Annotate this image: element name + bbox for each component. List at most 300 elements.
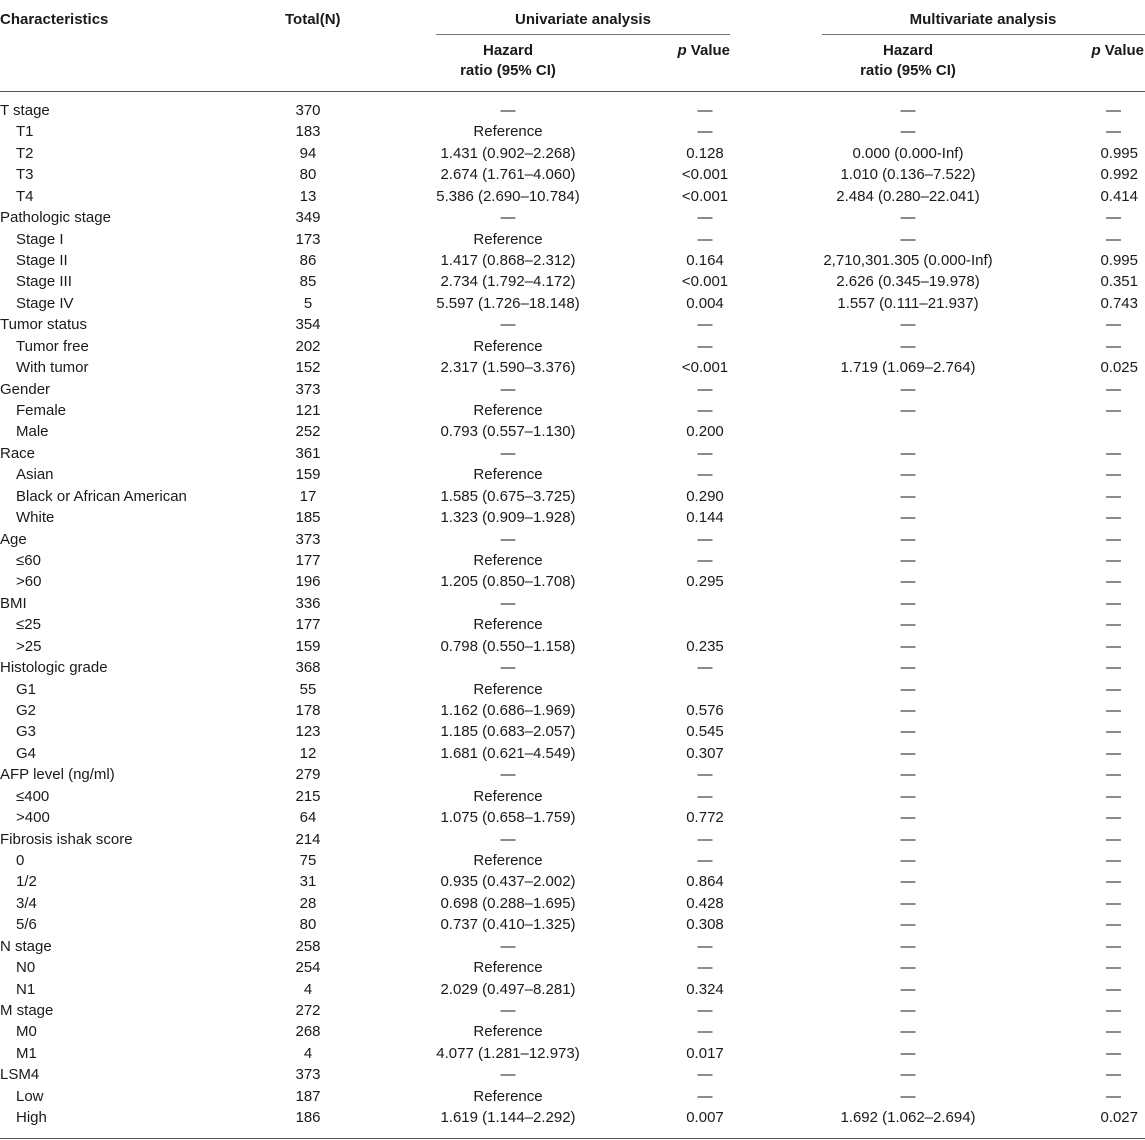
row-uni-p-value: 0.307 — [686, 745, 724, 762]
row-multi-hazard-ratio: — — [900, 209, 916, 226]
row-multi-p-value: — — [1106, 595, 1121, 612]
row-total: 258 — [295, 938, 321, 955]
row-uni-hazard-ratio: 1.585 (0.675–3.725) — [440, 488, 576, 505]
row-uni-hazard-ratio: Reference — [473, 788, 543, 805]
row-uni-p-value: 0.164 — [686, 252, 724, 269]
row-multi-p-value: — — [1106, 831, 1121, 848]
row-total: 12 — [299, 745, 317, 762]
row-total: 4 — [303, 981, 313, 998]
row-multi-hazard-ratio: — — [900, 638, 916, 655]
row-uni-hazard-ratio: Reference — [473, 681, 543, 698]
p-value-label: Value — [686, 42, 730, 59]
row-multi-p-value: — — [1106, 938, 1121, 955]
row-total: 4 — [303, 1045, 313, 1062]
row-multi-hazard-ratio: — — [900, 231, 916, 248]
row-total: 94 — [299, 145, 317, 162]
row-uni-p-value: — — [697, 659, 713, 676]
row-uni-p-value: — — [697, 1023, 713, 1040]
row-multi-hazard-ratio: — — [900, 1002, 916, 1019]
row-multi-hazard-ratio: — — [900, 702, 916, 719]
row-multi-p-value: — — [1106, 209, 1121, 226]
row-label: G2 — [16, 702, 37, 719]
row-uni-p-value: — — [697, 466, 713, 483]
row-label: T4 — [16, 188, 34, 205]
row-uni-hazard-ratio: 0.935 (0.437–2.002) — [440, 873, 576, 890]
row-multi-hazard-ratio: — — [900, 1023, 916, 1040]
row-uni-p-value: — — [697, 381, 713, 398]
row-label: Age — [0, 531, 27, 548]
row-uni-p-value: — — [697, 938, 713, 955]
row-uni-p-value: 0.324 — [686, 981, 724, 998]
row-multi-hazard-ratio: 2.626 (0.345–19.978) — [836, 273, 980, 290]
row-uni-p-value: 0.290 — [686, 488, 724, 505]
row-uni-hazard-ratio: — — [500, 102, 516, 119]
row-total: 121 — [295, 402, 321, 419]
row-uni-hazard-ratio: — — [500, 316, 516, 333]
row-label: >400 — [16, 809, 50, 826]
row-multi-p-value: — — [1106, 231, 1121, 248]
row-uni-hazard-ratio: 2.734 (1.792–4.172) — [440, 273, 576, 290]
row-label: 1/2 — [16, 873, 37, 890]
row-label: Asian — [16, 466, 54, 483]
row-total: 361 — [295, 445, 321, 462]
row-uni-p-value: — — [697, 766, 713, 783]
row-label: BMI — [0, 595, 27, 612]
row-multi-p-value: 0.995 — [1100, 252, 1138, 269]
row-label: N0 — [16, 959, 36, 976]
row-multi-hazard-ratio: — — [900, 466, 916, 483]
row-multi-p-value: — — [1106, 445, 1121, 462]
row-total: 80 — [299, 916, 317, 933]
row-multi-p-value: — — [1106, 638, 1121, 655]
row-uni-hazard-ratio: — — [500, 531, 516, 548]
row-total: 75 — [299, 852, 317, 869]
p-value-label: Value — [1100, 42, 1144, 59]
row-uni-p-value: 0.864 — [686, 873, 724, 890]
row-multi-p-value: 0.027 — [1100, 1109, 1138, 1126]
row-multi-p-value: — — [1106, 1066, 1121, 1083]
row-uni-p-value: — — [697, 788, 713, 805]
row-multi-hazard-ratio: — — [900, 681, 916, 698]
row-label: Pathologic stage — [0, 209, 111, 226]
row-total: 28 — [299, 895, 317, 912]
row-multi-p-value: — — [1106, 1045, 1121, 1062]
row-label: ≤25 — [16, 616, 41, 633]
row-multi-hazard-ratio: — — [900, 852, 916, 869]
row-multi-p-value: 0.995 — [1100, 145, 1138, 162]
row-label: 3/4 — [16, 895, 37, 912]
row-label: Fibrosis ishak score — [0, 831, 133, 848]
row-uni-hazard-ratio: 0.737 (0.410–1.325) — [440, 916, 576, 933]
row-uni-p-value: 0.144 — [686, 509, 724, 526]
row-multi-hazard-ratio: — — [900, 873, 916, 890]
row-multi-p-value: 0.992 — [1100, 166, 1138, 183]
row-total: 215 — [295, 788, 321, 805]
row-uni-hazard-ratio: 1.431 (0.902–2.268) — [440, 145, 576, 162]
row-uni-p-value: — — [697, 209, 713, 226]
row-multi-hazard-ratio: — — [900, 509, 916, 526]
row-uni-hazard-ratio: 2.029 (0.497–8.281) — [440, 981, 576, 998]
row-multi-p-value: — — [1106, 616, 1121, 633]
row-label: Stage IV — [16, 295, 74, 312]
row-multi-hazard-ratio: — — [900, 766, 916, 783]
row-label: G3 — [16, 723, 37, 740]
row-multi-p-value: — — [1106, 852, 1121, 869]
row-uni-p-value: 0.017 — [686, 1045, 724, 1062]
row-total: 85 — [299, 273, 317, 290]
row-total: 349 — [295, 209, 321, 226]
row-total: 272 — [295, 1002, 321, 1019]
row-uni-p-value: — — [697, 123, 713, 140]
row-uni-hazard-ratio: — — [500, 445, 516, 462]
row-total: 31 — [299, 873, 317, 890]
row-total: 373 — [295, 381, 321, 398]
row-multi-hazard-ratio: 0.000 (0.000-Inf) — [852, 145, 964, 162]
row-uni-p-value: — — [697, 316, 713, 333]
row-multi-p-value: — — [1106, 1002, 1121, 1019]
row-uni-p-value: <0.001 — [681, 273, 729, 290]
row-multi-p-value: — — [1106, 809, 1121, 826]
row-uni-hazard-ratio: 1.417 (0.868–2.312) — [440, 252, 576, 269]
row-uni-hazard-ratio: — — [500, 659, 516, 676]
row-uni-p-value: 0.545 — [686, 723, 724, 740]
row-uni-p-value: — — [697, 959, 713, 976]
row-multi-p-value: — — [1106, 123, 1121, 140]
row-label: LSM4 — [0, 1066, 40, 1083]
header-multi-p — [1091, 41, 1144, 61]
row-uni-p-value: — — [697, 338, 713, 355]
row-multi-hazard-ratio: — — [900, 445, 916, 462]
row-multi-p-value: 0.743 — [1100, 295, 1138, 312]
row-total: 252 — [295, 423, 321, 440]
row-total: 173 — [295, 231, 321, 248]
row-uni-hazard-ratio: 4.077 (1.281–12.973) — [436, 1045, 580, 1062]
row-multi-hazard-ratio: — — [900, 573, 916, 590]
row-total: 354 — [295, 316, 321, 333]
row-total: 214 — [295, 831, 321, 848]
row-total: 268 — [295, 1023, 321, 1040]
row-uni-p-value: — — [697, 531, 713, 548]
row-total: 370 — [295, 102, 321, 119]
row-total: 279 — [295, 766, 321, 783]
row-total: 254 — [295, 959, 321, 976]
row-uni-hazard-ratio: 1.205 (0.850–1.708) — [440, 573, 576, 590]
row-uni-hazard-ratio: 0.798 (0.550–1.158) — [440, 638, 576, 655]
row-total: 13 — [299, 188, 317, 205]
header-total: Total(N) — [285, 11, 341, 28]
row-label: 0 — [16, 852, 25, 869]
row-uni-p-value: 0.128 — [686, 145, 724, 162]
row-label: 5/6 — [16, 916, 37, 933]
row-uni-hazard-ratio: 2.674 (1.761–4.060) — [440, 166, 576, 183]
row-multi-hazard-ratio: — — [900, 531, 916, 548]
row-multi-hazard-ratio: 1.719 (1.069–2.764) — [840, 359, 976, 376]
row-uni-p-value: — — [697, 402, 713, 419]
row-multi-p-value: 0.025 — [1100, 359, 1138, 376]
row-total: 64 — [299, 809, 317, 826]
row-total: 17 — [299, 488, 317, 505]
row-multi-hazard-ratio: — — [900, 1066, 916, 1083]
row-multi-hazard-ratio: — — [900, 745, 916, 762]
row-uni-hazard-ratio: — — [500, 938, 516, 955]
row-multi-hazard-ratio: — — [900, 809, 916, 826]
header-multivariate: Multivariate analysis — [909, 11, 1057, 28]
row-label: T3 — [16, 166, 34, 183]
row-uni-hazard-ratio: 5.597 (1.726–18.148) — [436, 295, 580, 312]
row-multi-p-value: — — [1106, 723, 1121, 740]
row-total: 187 — [295, 1088, 321, 1105]
row-uni-p-value: 0.200 — [686, 423, 724, 440]
row-multi-hazard-ratio: — — [900, 788, 916, 805]
row-total: 159 — [295, 466, 321, 483]
hazard-line2: ratio (95% CI) — [460, 62, 556, 79]
row-label: T2 — [16, 145, 34, 162]
row-multi-p-value: — — [1106, 338, 1121, 355]
row-label: ≤400 — [16, 788, 50, 805]
row-total: 368 — [295, 659, 321, 676]
row-label: N stage — [0, 938, 52, 955]
row-total: 80 — [299, 166, 317, 183]
row-label: M0 — [16, 1023, 37, 1040]
row-uni-hazard-ratio: 2.317 (1.590–3.376) — [440, 359, 576, 376]
row-multi-hazard-ratio: — — [900, 381, 916, 398]
row-label: Female — [16, 402, 67, 419]
row-uni-hazard-ratio: Reference — [473, 338, 543, 355]
row-uni-hazard-ratio: Reference — [473, 231, 543, 248]
table-bottom-rule — [0, 1138, 1145, 1139]
header-characteristics: Characteristics — [0, 11, 109, 28]
row-uni-hazard-ratio: 1.681 (0.621–4.549) — [440, 745, 576, 762]
row-uni-hazard-ratio: — — [500, 766, 516, 783]
row-total: 55 — [299, 681, 317, 698]
row-total: 373 — [295, 531, 321, 548]
header-multi-hazard — [808, 41, 1008, 81]
row-total: 123 — [295, 723, 321, 740]
row-multi-p-value: — — [1106, 895, 1121, 912]
row-total: 183 — [295, 123, 321, 140]
row-total: 336 — [295, 595, 321, 612]
row-label: Stage II — [16, 252, 68, 269]
row-multi-p-value: — — [1106, 573, 1121, 590]
row-multi-p-value: — — [1106, 1023, 1121, 1040]
row-multi-p-value: — — [1106, 488, 1121, 505]
row-multi-hazard-ratio: — — [900, 916, 916, 933]
hazard-line1: Hazard — [482, 42, 534, 59]
row-label: T stage — [0, 102, 50, 119]
row-label: >60 — [16, 573, 42, 590]
row-multi-hazard-ratio: — — [900, 552, 916, 569]
multivariate-underline — [822, 34, 1145, 35]
hazard-line1: Hazard — [882, 42, 934, 59]
row-multi-p-value: — — [1106, 873, 1121, 890]
p-italic: p — [677, 42, 687, 59]
row-multi-p-value: — — [1106, 702, 1121, 719]
row-uni-p-value: 0.295 — [686, 573, 724, 590]
row-uni-hazard-ratio: Reference — [473, 1088, 543, 1105]
row-multi-hazard-ratio: 1.692 (1.062–2.694) — [840, 1109, 976, 1126]
row-multi-p-value: — — [1106, 659, 1121, 676]
row-multi-hazard-ratio: — — [900, 659, 916, 676]
row-multi-hazard-ratio: — — [900, 102, 916, 119]
hazard-line2: ratio (95% CI) — [860, 62, 956, 79]
row-label: M stage — [0, 1002, 54, 1019]
row-multi-p-value: 0.351 — [1100, 273, 1138, 290]
row-total: 178 — [295, 702, 321, 719]
p-italic: p — [1091, 42, 1101, 59]
row-multi-p-value: — — [1106, 959, 1121, 976]
row-label: >25 — [16, 638, 42, 655]
row-multi-p-value: — — [1106, 381, 1121, 398]
row-uni-p-value: — — [697, 102, 713, 119]
row-uni-p-value: 0.007 — [686, 1109, 724, 1126]
row-multi-p-value: — — [1106, 402, 1121, 419]
row-uni-hazard-ratio: 1.162 (0.686–1.969) — [440, 702, 576, 719]
row-total: 196 — [295, 573, 321, 590]
row-uni-p-value: <0.001 — [681, 166, 729, 183]
row-uni-p-value: 0.004 — [686, 295, 724, 312]
row-label: Stage I — [16, 231, 64, 248]
row-multi-hazard-ratio: 2,710,301.305 (0.000-Inf) — [823, 252, 993, 269]
row-total: 186 — [295, 1109, 321, 1126]
row-multi-hazard-ratio: — — [900, 123, 916, 140]
row-total: 5 — [303, 295, 313, 312]
row-label: With tumor — [16, 359, 89, 376]
row-multi-p-value: — — [1106, 509, 1121, 526]
row-uni-hazard-ratio: — — [500, 381, 516, 398]
row-multi-p-value: — — [1106, 788, 1121, 805]
row-label: Tumor status — [0, 316, 87, 333]
row-multi-p-value: 0.414 — [1100, 188, 1138, 205]
row-multi-hazard-ratio: 2.484 (0.280–22.041) — [836, 188, 980, 205]
row-uni-hazard-ratio: 1.619 (1.144–2.292) — [440, 1109, 576, 1126]
row-total: 159 — [295, 638, 321, 655]
row-multi-hazard-ratio: 1.010 (0.136–7.522) — [840, 166, 976, 183]
row-multi-p-value: — — [1106, 681, 1121, 698]
row-multi-p-value: — — [1106, 981, 1121, 998]
row-uni-hazard-ratio: 1.185 (0.683–2.057) — [440, 723, 576, 740]
row-uni-hazard-ratio: Reference — [473, 123, 543, 140]
row-total: 152 — [295, 359, 321, 376]
row-label: Tumor free — [16, 338, 89, 355]
row-label: High — [16, 1109, 47, 1126]
row-uni-hazard-ratio: 1.323 (0.909–1.928) — [440, 509, 576, 526]
row-uni-p-value: 0.428 — [686, 895, 724, 912]
row-label: M1 — [16, 1045, 37, 1062]
row-uni-hazard-ratio: Reference — [473, 852, 543, 869]
row-multi-hazard-ratio: 1.557 (0.111–21.937) — [837, 295, 979, 312]
row-uni-p-value: — — [697, 1002, 713, 1019]
row-multi-hazard-ratio: — — [900, 338, 916, 355]
row-multi-hazard-ratio: — — [900, 1045, 916, 1062]
row-uni-p-value: — — [697, 445, 713, 462]
row-multi-hazard-ratio: — — [900, 488, 916, 505]
header-univariate: Univariate analysis — [515, 11, 651, 28]
row-uni-hazard-ratio: 5.386 (2.690–10.784) — [436, 188, 580, 205]
row-label: G4 — [16, 745, 37, 762]
row-uni-hazard-ratio: — — [500, 1066, 516, 1083]
row-uni-hazard-ratio: Reference — [473, 552, 543, 569]
row-uni-p-value: 0.576 — [686, 702, 724, 719]
univariate-underline — [436, 34, 730, 35]
row-multi-hazard-ratio: — — [900, 959, 916, 976]
row-uni-p-value: — — [697, 231, 713, 248]
row-multi-hazard-ratio: — — [900, 981, 916, 998]
row-label: Race — [0, 445, 36, 462]
row-uni-hazard-ratio: Reference — [473, 959, 543, 976]
row-multi-hazard-ratio: — — [900, 402, 916, 419]
row-uni-p-value: — — [697, 552, 713, 569]
row-total: 185 — [295, 509, 321, 526]
header-bottom-rule — [0, 91, 1145, 92]
row-label: ≤60 — [16, 552, 41, 569]
row-multi-hazard-ratio: — — [900, 895, 916, 912]
row-total: 177 — [295, 552, 321, 569]
row-multi-hazard-ratio: — — [900, 1088, 916, 1105]
row-uni-p-value: — — [697, 1088, 713, 1105]
row-label: Low — [16, 1088, 44, 1105]
row-multi-p-value: — — [1106, 916, 1121, 933]
row-uni-hazard-ratio: Reference — [473, 466, 543, 483]
row-multi-hazard-ratio: — — [900, 616, 916, 633]
row-uni-p-value: — — [697, 852, 713, 869]
row-uni-hazard-ratio: 0.793 (0.557–1.130) — [440, 423, 576, 440]
row-total: 177 — [295, 616, 321, 633]
row-uni-p-value: — — [697, 1066, 713, 1083]
row-uni-p-value: — — [697, 831, 713, 848]
header-uni-p — [677, 41, 730, 61]
row-multi-p-value: — — [1106, 1088, 1121, 1105]
row-label: AFP level (ng/ml) — [0, 766, 115, 783]
row-uni-hazard-ratio: Reference — [473, 402, 543, 419]
header-uni-hazard — [408, 41, 608, 81]
row-multi-hazard-ratio: — — [900, 831, 916, 848]
row-multi-p-value: — — [1106, 766, 1121, 783]
row-label: Gender — [0, 381, 51, 398]
row-multi-p-value: — — [1106, 102, 1121, 119]
row-uni-hazard-ratio: 1.075 (0.658–1.759) — [440, 809, 576, 826]
row-uni-hazard-ratio: — — [500, 595, 516, 612]
row-multi-hazard-ratio: — — [900, 316, 916, 333]
row-uni-hazard-ratio: — — [500, 209, 516, 226]
row-uni-p-value: 0.308 — [686, 916, 724, 933]
row-label: N1 — [16, 981, 36, 998]
row-label: G1 — [16, 681, 37, 698]
row-label: White — [16, 509, 55, 526]
row-multi-hazard-ratio: — — [900, 938, 916, 955]
row-uni-p-value: <0.001 — [681, 188, 729, 205]
row-total: 86 — [299, 252, 317, 269]
row-uni-hazard-ratio: Reference — [473, 616, 543, 633]
row-multi-p-value: — — [1106, 531, 1121, 548]
row-label: Male — [16, 423, 49, 440]
row-total: 373 — [295, 1066, 321, 1083]
row-uni-p-value: 0.772 — [686, 809, 724, 826]
row-multi-p-value: — — [1106, 316, 1121, 333]
row-uni-p-value: <0.001 — [681, 359, 729, 376]
row-uni-p-value: 0.235 — [686, 638, 724, 655]
row-label: Stage III — [16, 273, 72, 290]
row-multi-p-value: — — [1106, 745, 1121, 762]
row-multi-hazard-ratio: — — [900, 723, 916, 740]
row-uni-hazard-ratio: 0.698 (0.288–1.695) — [440, 895, 576, 912]
row-multi-p-value: — — [1106, 466, 1121, 483]
row-label: Black or African American — [16, 488, 187, 505]
row-label: Histologic grade — [0, 659, 108, 676]
row-uni-hazard-ratio: Reference — [473, 1023, 543, 1040]
row-total: 202 — [295, 338, 321, 355]
row-uni-hazard-ratio: — — [500, 1002, 516, 1019]
row-multi-hazard-ratio: — — [900, 595, 916, 612]
